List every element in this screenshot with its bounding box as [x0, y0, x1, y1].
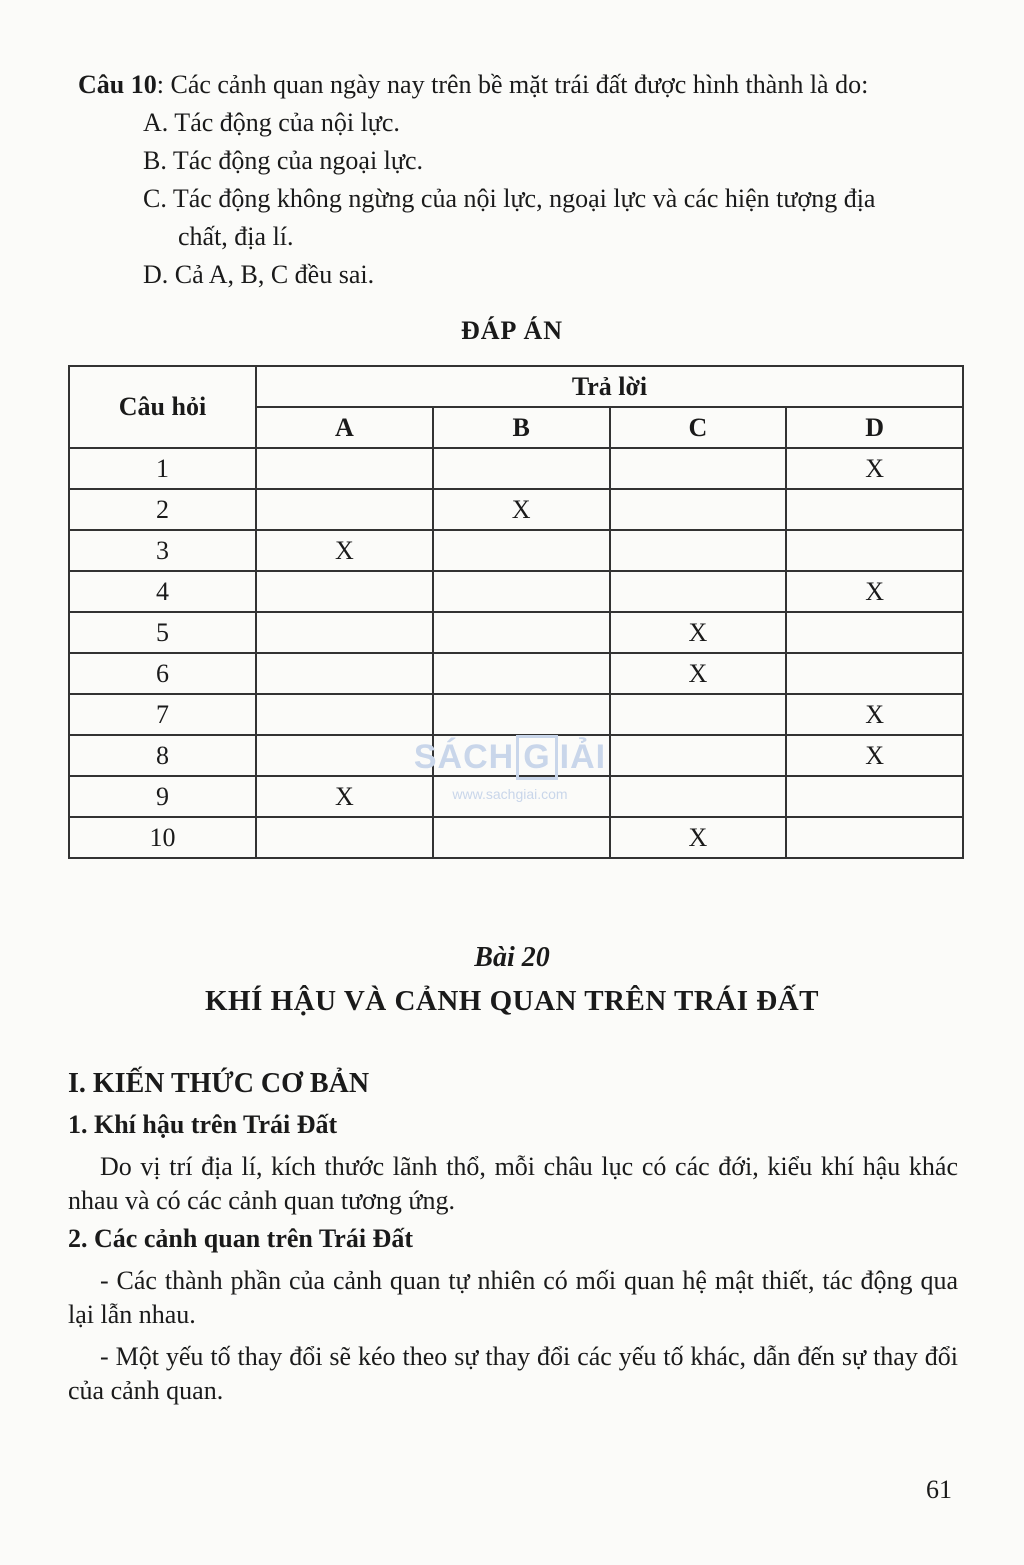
table-row: [69, 776, 963, 817]
cell-c: [610, 694, 787, 735]
row-question: 9: [69, 776, 256, 817]
cell-a: [256, 489, 433, 530]
cell-d: [786, 612, 963, 653]
paragraph-3: - Một yếu tố thay đổi sẽ kéo theo sự thay đổi các yếu tố khác, dẫn đến sự thay đổi của cảnh quan.: [68, 1342, 958, 1405]
question-stem: [78, 66, 978, 104]
watermark-text-boxed: G: [516, 735, 557, 780]
question-10: [78, 66, 978, 294]
cell-c: [610, 448, 787, 489]
cell-d: X: [786, 694, 963, 735]
answer-key-title: ĐÁP ÁN: [460, 316, 564, 345]
row-question: 5: [69, 612, 256, 653]
cell-a: [256, 817, 433, 858]
cell-c: [610, 530, 787, 571]
row-question: 2: [69, 489, 256, 530]
cell-d: [786, 776, 963, 817]
cell-b: X: [433, 489, 610, 530]
lesson-title: KHÍ HẬU VÀ CẢNH QUAN TRÊN TRÁI ĐẤT: [205, 985, 819, 1017]
page-number: 61: [926, 1475, 952, 1504]
cell-b: [433, 653, 610, 694]
cell-c: [610, 776, 787, 817]
cell-c: [610, 571, 787, 612]
lesson-number: Bài 20: [474, 942, 550, 973]
cell-b: [433, 612, 610, 653]
cell-d: X: [786, 735, 963, 776]
table-row: [69, 448, 963, 489]
cell-d: X: [786, 448, 963, 489]
question-text: : Các cảnh quan ngày nay trên bề mặt trái đất được hình thành là do:: [156, 70, 869, 99]
header-choice-d: D: [786, 407, 963, 448]
row-question: 3: [69, 530, 256, 571]
header-choice-a: A: [256, 407, 433, 448]
table-row: [69, 817, 963, 858]
table-header-row: [69, 366, 963, 407]
cell-a: X: [256, 776, 433, 817]
cell-a: [256, 612, 433, 653]
cell-b: [433, 530, 610, 571]
option-c: C. Tác động không ngừng của nội lực, ngoại lực và các hiện tượng địa: [143, 184, 876, 213]
row-question: 7: [69, 694, 256, 735]
cell-b: [433, 694, 610, 735]
section-heading: I. KIẾN THỨC CƠ BẢN: [68, 1068, 370, 1099]
subsection-heading-2: 2. Các cảnh quan trên Trái Đất: [68, 1224, 413, 1253]
table-row: [69, 612, 963, 653]
header-question: Câu hỏi: [69, 366, 256, 448]
row-question: 6: [69, 653, 256, 694]
subsection-heading-1: 1. Khí hậu trên Trái Đất: [68, 1110, 338, 1139]
watermark-text-post: IẢI: [559, 738, 607, 776]
question-label: Câu 10: [78, 70, 157, 99]
option-b: B. Tác động của ngoại lực.: [143, 146, 424, 175]
paragraph-2: - Các thành phần của cảnh quan tự nhiên có mối quan hệ mật thiết, tác động qua lại lẫn nhau.: [68, 1266, 958, 1329]
watermark-text-pre: SÁCH: [413, 738, 515, 776]
cell-d: [786, 530, 963, 571]
cell-a: [256, 653, 433, 694]
table-row: [69, 653, 963, 694]
cell-b: [433, 735, 610, 776]
row-question: 1: [69, 448, 256, 489]
cell-d: [786, 489, 963, 530]
table-row: [69, 735, 963, 776]
table-row: [69, 530, 963, 571]
watermark-url: www.sachgiai.com: [452, 786, 568, 802]
cell-c: [610, 489, 787, 530]
table-row: [69, 489, 963, 530]
cell-b: [433, 776, 610, 817]
row-question: 10: [69, 817, 256, 858]
header-answer: Trả lời: [256, 366, 963, 407]
cell-b: [433, 571, 610, 612]
paragraph-1: Do vị trí địa lí, kích thước lãnh thổ, mỗi châu lục có các đới, kiểu khí hậu khác nhau và có các cảnh quan tương ứng.: [68, 1152, 958, 1215]
cell-d: [786, 653, 963, 694]
cell-c: [610, 735, 787, 776]
cell-a: [256, 735, 433, 776]
header-choice-c: C: [610, 407, 787, 448]
header-choice-b: B: [433, 407, 610, 448]
cell-d: X: [786, 571, 963, 612]
table-row: [69, 571, 963, 612]
cell-b: [433, 817, 610, 858]
option-c-continued: chất, địa lí.: [178, 222, 294, 251]
cell-d: [786, 817, 963, 858]
row-question: 4: [69, 571, 256, 612]
option-d: D. Cả A, B, C đều sai.: [143, 260, 375, 289]
cell-a: [256, 448, 433, 489]
answer-key-table: [68, 365, 964, 859]
cell-c: X: [610, 653, 787, 694]
cell-a: [256, 694, 433, 735]
cell-a: X: [256, 530, 433, 571]
cell-a: [256, 571, 433, 612]
table-row: [69, 694, 963, 735]
cell-c: X: [610, 612, 787, 653]
row-question: 8: [69, 735, 256, 776]
option-a: A. Tác động của nội lực.: [143, 108, 400, 137]
cell-b: [433, 448, 610, 489]
cell-c: X: [610, 817, 787, 858]
